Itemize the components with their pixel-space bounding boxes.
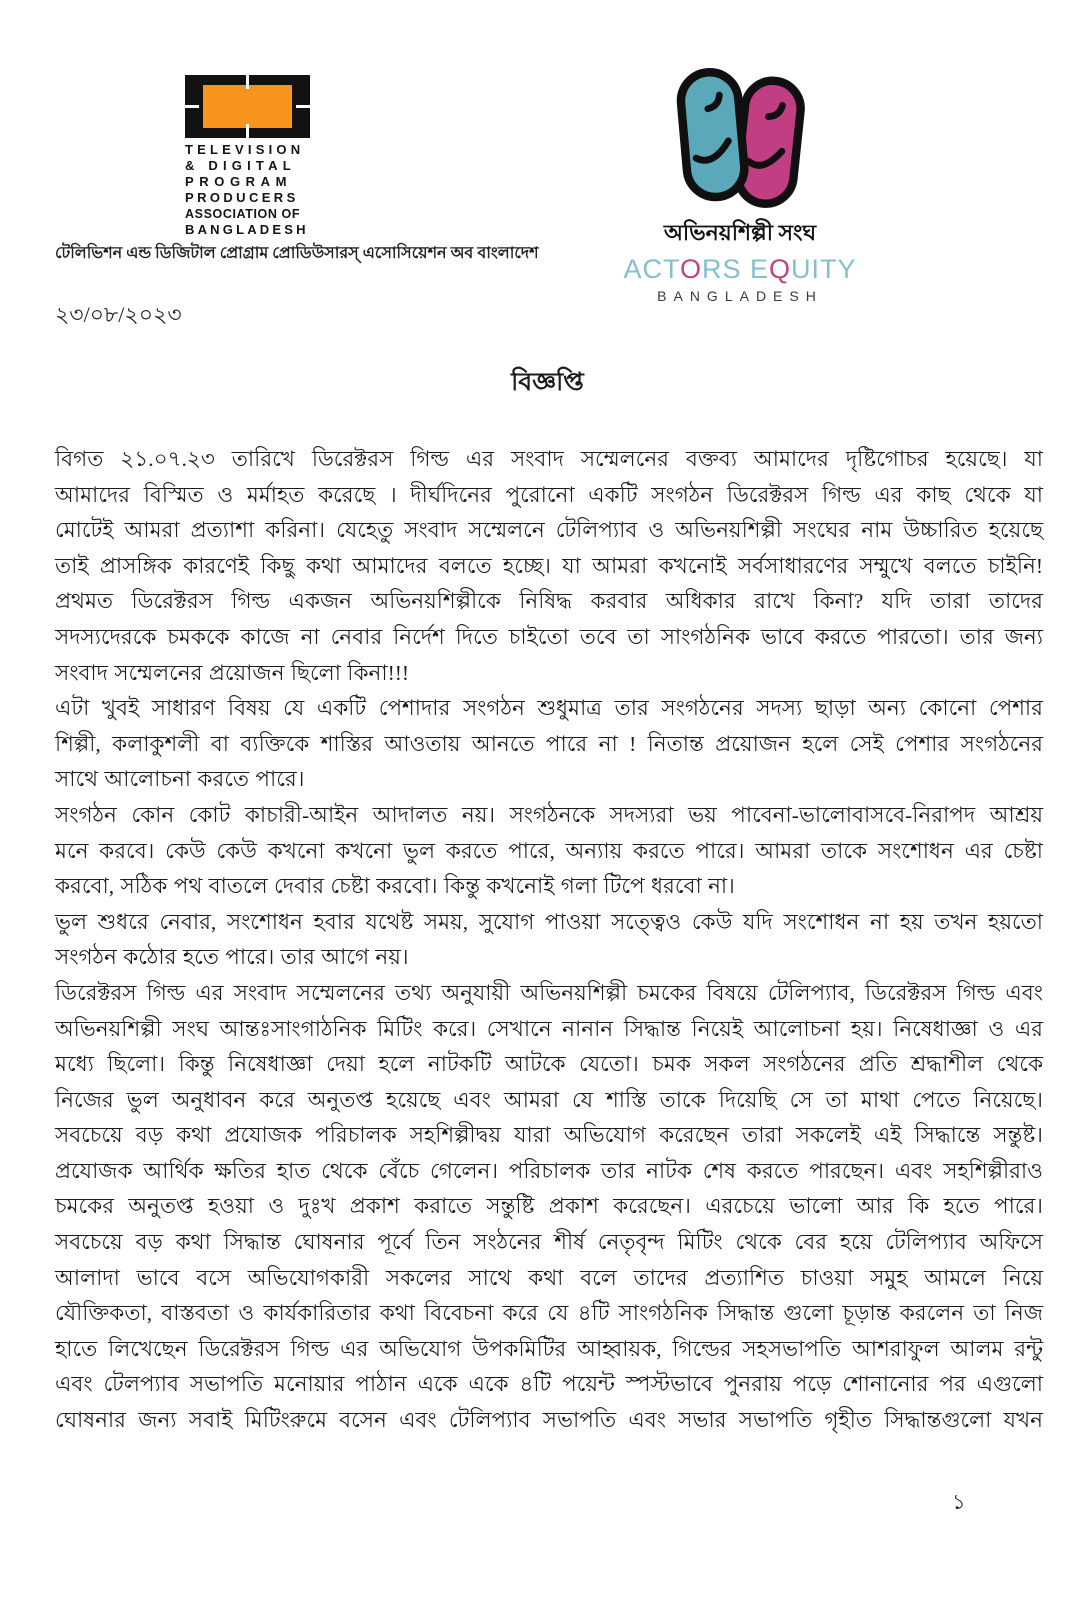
body-line: সংগঠন কোন কোট কাচারী-আইন আদালত নয়। সংগঠনকে সদস্যরা ভয় পাবেনা-ভালোবাসবে-নিরাপদ আশ্রয়	[55, 802, 1043, 827]
body-line: বিগত ২১.০৭.২৩ তারিখে ডিরেক্টরস গিল্ড এর সংবাদ সম্মেলনের বক্তব্য আমাদের দৃষ্টিগোচর হয়েছে। যা	[55, 447, 1043, 471]
body-line: মধ্যে ছিলো। কিন্তু নিষেধাজ্ঞা দেয়া হলে নাটকটি আটকে যেতো। চমক সকল সংগঠনের প্রতি শ্রদ্ধাশীল থেকে	[55, 1052, 1043, 1077]
wordmark-part: ACT	[623, 254, 680, 284]
body-line: তাই প্রাসঙ্গিক কারণেই কিছু কথা আমাদের বলতে হচ্ছে। যা আমরা কখনোই সর্বসাধারণের সম্মুখে বলতে চাইনি!	[55, 553, 1043, 578]
tdppab-line: TELEVISION	[185, 142, 305, 157]
body-line: করবো, সঠিক পথ বাতলে দেবার চেষ্টা করবো। কিন্তু কখনোই গলা টিপে ধরবো না।	[55, 874, 735, 899]
wordmark-part: UITY	[791, 254, 857, 284]
tdppab-wordmark	[185, 142, 313, 238]
body-line: মনে করবে। কেউ কেউ কখনো কখনো ভুল করতে পারে, অন্যায় করতে পারে। আমরা তাকে সংশোধন এর চেষ্টা	[55, 838, 1043, 863]
body-line: এটা খুবই সাধারণ বিষয় যে একটি পেশাদার সংগঠন শুধুমাত্র তার সংগঠনের সদস্য ছাড়া অন্য কোনো পেশার	[55, 696, 1043, 721]
tdppab-caption-bengali: টেলিভিশন এন্ড ডিজিটাল প্রোগ্রাম প্রোডিউসারস্ এসোসিয়েশন অব বাংলাদেশ	[55, 245, 539, 262]
body-line: সবচেয়ে বড় কথা প্রযোজক পরিচালক সহশিল্পীদ্বয় যারা অভিযোগ করেছেন তারা সকলেই এই সিদ্ধান্তে সন্তুষ্ট।	[55, 1123, 1043, 1148]
wordmark-part: O	[679, 254, 702, 284]
body-line: ডিরেক্টরস গিল্ড এর সংবাদ সম্মেলনের তথ্য অনুযায়ী অভিনয়শিল্পী চমকের বিষয়ে টেলিপ্যাব, ডিরেক্টরস গিল্ড এবং	[55, 980, 1043, 1005]
body-line: হাতে লিখেছেন ডিরেক্টরস গিল্ড এর অভিযোগ উপকমিটির আহ্বায়ক, গিল্ডের সহসভাপতি আশরাফুল আলম রন্টু	[55, 1336, 1043, 1361]
actors-equity-bengali-name: অভিনয়শিল্পী সংঘ	[663, 220, 817, 245]
actors-equity-wordmark	[585, 254, 895, 285]
body-line: চমকের অনুতপ্ত হওয়া ও দুঃখ প্রকাশ করাতে সন্তুষ্টি প্রকাশ করেছেন। এরচেয়ে ভালো আর কি হতে পারে।	[55, 1194, 1043, 1219]
body-line: এবং টেলপ্যাব সভাপতি মনোয়ার পাঠান একে একে ৪টি পয়েন্ট স্পস্টভাবে পুনরায় পড়ে শোনানোর পর এগুলো	[55, 1372, 1043, 1397]
body-line: মোটেই আমরা প্রত্যাশা করিনা। যেহেতু সংবাদ সম্মেলনে টেলিপ্যাব ও অভিনয়শিল্পী সংঘের নাম উচ্চারিত হয়েছে	[55, 518, 1043, 543]
body-line: আমাদের বিস্মিত ও মর্মাহত করেছে । দীর্ঘদিনের পুরোনো একটি সংগঠন ডিরেক্টরস গিল্ড এর কাছ থেকে যা	[55, 482, 1043, 507]
tdppab-line: ASSOCIATION OF	[185, 207, 301, 221]
tdppab-line: PROGRAM	[185, 174, 293, 189]
body-line: ঘোষনার জন্য সবাই মিটিংরুমে বসেন এবং টেলিপ্যাব সভাপতি এবং সভার সভাপতি গৃহীত সিদ্ধান্তগুলো যখন	[55, 1408, 1043, 1433]
actors-equity-logo	[585, 62, 895, 304]
body-line: সংবাদ সম্মেলনের প্রয়োজন ছিলো কিনা!!!	[55, 660, 410, 685]
body-line: আলাদা ভাবে বসে অভিযোগকারী সকলের সাথে কথা বলে তাদের প্রত্যাশিত চাওয়া সমুহ আমলে নিয়ে	[55, 1265, 1043, 1290]
tv-frame-icon	[185, 75, 310, 138]
document-date: ২৩/০৮/২০২৩	[55, 302, 182, 327]
body-line: প্রযোজক আর্থিক ক্ষতির হাত থেকে বেঁচে গেলেন। পরিচালক তার নাটক শেষ করতে পারছেন। এবং সহশিল্পীরাও	[55, 1158, 1043, 1183]
body-line: প্রথমত ডিরেক্টরস গিল্ড একজন অভিনয়শিল্পীকে নিষিদ্ধ করবার অধিকার রাখে কিনা? যদি তারা তাদের	[55, 589, 1043, 614]
actors-equity-country: BANGLADESH	[657, 288, 823, 304]
body-line: নিজের ভুল অনুধাবন করে অনুতপ্ত হয়েছে এবং আমরা যে শাস্তি তাকে দিয়েছি সে তা মাথা পেতে নিয়েছে।	[55, 1087, 1043, 1112]
page-number: ১	[952, 1490, 966, 1514]
theater-masks-icon	[658, 62, 823, 214]
body-line: সদস্যদেরকে চমককে কাজে না নেবার নির্দেশ দিতে চাইতো তবে তা সাংগঠনিক ভাবে করতে পারতো। তার জন্য	[55, 624, 1043, 649]
wordmark-part: Q	[769, 254, 792, 284]
document-title: বিজ্ঞপ্তি	[511, 369, 584, 396]
body-line: সাথে আলোচনা করতে পারে।	[55, 767, 305, 792]
body-line: সংগঠন কঠোর হতে পারে। তার আগে নয়।	[55, 945, 409, 970]
body-line: শিল্পী, কলাকুশলী বা ব্যক্তিকে শাস্তির আওতায় আনতে পারে না ! নিতান্ত প্রয়োজন হলে সেই পেশার সংগঠনের	[55, 731, 1043, 756]
tdppab-logo	[185, 75, 313, 238]
wordmark-part: RS E	[701, 254, 770, 284]
tdppab-line: PRODUCERS	[185, 190, 299, 205]
body-text	[55, 442, 1043, 1439]
body-line: যৌক্তিকতা, বাস্তবতা ও কার্যকারিতার কথা বিবেচনা করে যে ৪টি সাংগঠনিক সিদ্ধান্ত গুলো চূড়ান্ত করলেন তা নিজ	[55, 1301, 1043, 1326]
body-line: ভুল শুধরে নেবার, সংশোধন হবার যথেষ্ট সময়, সুযোগ পাওয়া সত্ত্বেও কেউ যদি সংশোধন না হয় তখন হয়তো	[55, 909, 1043, 934]
tdppab-line: & DIGITAL	[185, 158, 296, 173]
tdppab-line: BANGLADESH	[185, 222, 309, 237]
body-line: সবচেয়ে বড় কথা সিদ্ধান্ত ঘোষনার পূর্বে তিন সংঠনের শীর্ষ নেতৃবৃন্দ মিটিং থেকে বের হয়ে টেলিপ্যাব অফিসে	[55, 1230, 1043, 1255]
body-line: অভিনয়শিল্পী সংঘ আন্তঃসাংগাঠনিক মিটিং করে। সেখানে নানান সিদ্ধান্ত নিয়েই আলোচনা হয়। নিষেধাজ্ঞা ও এর	[55, 1016, 1043, 1041]
